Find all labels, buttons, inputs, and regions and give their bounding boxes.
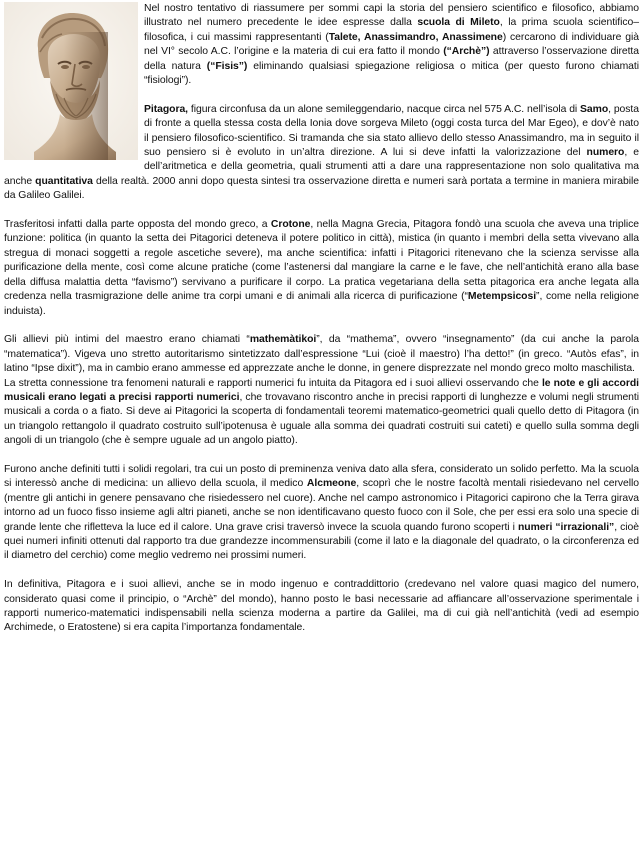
bold-term: (“Archè”): [443, 46, 490, 58]
text-run: eliminando qualsiasi spiegazione religiosa o mitica (per questo furono chiamati “fisiologi”).: [144, 60, 640, 87]
paragraph-spacer: [4, 564, 639, 578]
text-run: , la prima scuola scientifico–filosofica, i cui massimi rappresentanti (: [144, 17, 639, 43]
bold-term: Alcmeone: [306, 478, 357, 490]
text-run: La stretta connessione tra fenomeni naturali e rapporti numerici fu intuita da Pitagora ed i suoi allievi osservando che: [4, 377, 542, 389]
bold-term: Pitagora,: [144, 103, 189, 115]
bold-term: numeri “irrazionali”: [517, 521, 615, 533]
paragraph-spacer: [4, 449, 639, 463]
text-run: , nella Magna Grecia, Pitagora fondò una scuola che aveva una triplice funzione: politica (in quanto la setta dei Pitagorici deteneva il potere politico in città), mistica (in quanto i membri della setta vivevano alla stregua di monaci soggetti a regole ascetiche severe), ma anche scientifica: infatti i Pitagorici ritenevano che la scienza servisse alla purificazione della mente, così come alcune pratiche (come l’astenersi dal mangiare la carne e le fave, che nell’antichità erano alla base della diffusa malattia detta “favismo”) servivano a purificare il corpo. La pratica vegetariana della setta pitagorica era anche legata alla credenza nella trasmigrazione delle anime tra corpi umani e di animali alla ricerca di purificazione (“: [4, 219, 639, 303]
text-run: Furono anche definiti tutti i solidi regolari, tra cui un posto di preminenza veniva dato alla sfera, considerato un solido perfetto. Ma la scuola si interessò anche di medicina: un allievo della scuola, il medico: [4, 463, 639, 490]
bold-term: scuola di Mileto: [417, 17, 500, 29]
paragraph-6: [4, 463, 639, 564]
text-run: ”, da “mathema”, ovvero “insegnamento” (da cui anche la parola “matematica”). Vigeva uno stretto autoritarismo sintetizzato dall’espressione “Lui (cioè il maestro) l’ha detto!” (in greco. “Autòs efas”, in latino “Ipse dixit”), ma in cambio erano ammesse ed apprezzate anche le donne, in genere disprezzate nel mondo greco molto maschilista.: [4, 334, 639, 375]
text-run: , che trovavano riscontro anche in precisi rapporti di lunghezze e volumi negli strumenti musicali a corda o a fiato. Si deve ai Pitagorici la scoperta di fondamentali teoremi matematico-geometrici quali quello detto di Pitagora (in un triangolo rettangolo il quadrato costruito sull’ipotenusa è uguale alla somma dei quadrati costruiti sui cateti) e quello sulla somma degli angoli di un triangolo (che è sempre uguale ad un angolo piatto).: [4, 391, 640, 447]
pythagoras-bust-image: [4, 2, 138, 160]
bust-portrait-icon: [4, 2, 138, 160]
text-run: figura circonfusa da un alone semileggendario, nacque circa nel 575 A.C. nell’isola di: [188, 103, 581, 115]
bold-term: quantitativa: [35, 175, 93, 187]
bold-term: mathemàtikoi: [249, 334, 317, 346]
bold-term: (“Fisis”): [206, 60, 248, 72]
paragraph-7: [4, 578, 639, 636]
bold-term: numero: [586, 147, 625, 159]
paragraph-spacer: [4, 319, 639, 333]
paragraph-spacer: [4, 204, 639, 218]
bold-term: Metempsicosi: [467, 291, 537, 303]
text-run: ”, come nella religione induista).: [4, 291, 639, 317]
paragraph-5: [4, 377, 639, 449]
text-run: , cioè quei numeri infiniti ottenuti dal rapporto tra due grandezze incommensurabili (come il lato e la diagonale del quadrato, o la circonferenza ed il diametro del cerchio) come meglio vedremo nei prossimi numeri.: [4, 521, 639, 562]
text-run: ) cercarono di individuare già nel VI° secolo A.C. l’origine e la materia di cui era fatto il mondo: [144, 31, 639, 58]
bold-term: Crotone: [270, 219, 311, 231]
text-run: , posta di fronte a quella stessa costa della Ionia dove sorgeva Mileto (oggi costa turca del Mar Egeo), e dov’è nato il pensiero filosofico-scientifico. Si tramanda che sia stato allievo dello stesso Anassimandro, ma in seguito il suo pensiero si è evoluto in un’altra direzione. A lui si deve infatti la valorizzazione del: [144, 103, 639, 159]
paragraph-4: [4, 333, 639, 376]
text-run: , scoprì che le nostre facoltà mentali risiedevano nel cervello (mentre gli antichi in genere pensavano che risiedessero nel cuore). Anche nel campo astronomico i Pitagorici capirono che la Terra girava intorno ad un fuoco fisso insieme agli altri pianeti, anche se non identificavano questo fuoco con il Sole, che per essi era solo una specie di grande lente che rifletteva la luce ed il calore. Una grave crisi traversò invece la scuola quando furono scoperti i: [4, 478, 639, 533]
bold-term: Samo: [580, 103, 609, 115]
text-run: , e dell’aritmetica e della geometria, quali strumenti atti a dare una rappresentazione non solo qualitativa ma anche: [4, 147, 639, 187]
text-run: Gli allievi più intimi del maestro erano chiamati “: [4, 334, 250, 346]
text-run: Nel nostro tentativo di riassumere per sommi capi la storia del pensiero scientifico e filosofico, abbiamo illustrato nel numero precedente le idee espresse dalla: [144, 3, 639, 29]
text-run: In definitiva, Pitagora e i suoi allievi, anche se in modo ingenuo e contraddittorio (credevano nel valore quasi magico del numero, considerato quasi come il principio, o “Archè” del mondo), hanno posto le basi necessarie ad affiancare all’osservazione sperimentale i rapporti numerico-matematici indispensabili nella scienza moderna a partire da Galilei, ma di cui già nell’antichità (vedi ad esempio Archimede, o Eratostene) si era capita l’importanza fondamentale.: [4, 579, 639, 634]
text-run: della realtà. 2000 anni dopo questa sintesi tra osservazione diretta e numeri sarà portata a termine in maniera mirabile da Galileo Galilei.: [4, 175, 639, 202]
bold-term: le note e gli accordi musicali erano legati a precisi rapporti numerici: [4, 377, 639, 403]
paragraph-3: [4, 218, 639, 319]
bold-term: Talete, Anassimandro, Anassimene: [328, 31, 503, 43]
text-run: attraverso l’osservazione diretta della natura: [144, 46, 639, 72]
text-run: Trasferitosi infatti dalla parte opposta del mondo greco, a: [4, 219, 271, 231]
